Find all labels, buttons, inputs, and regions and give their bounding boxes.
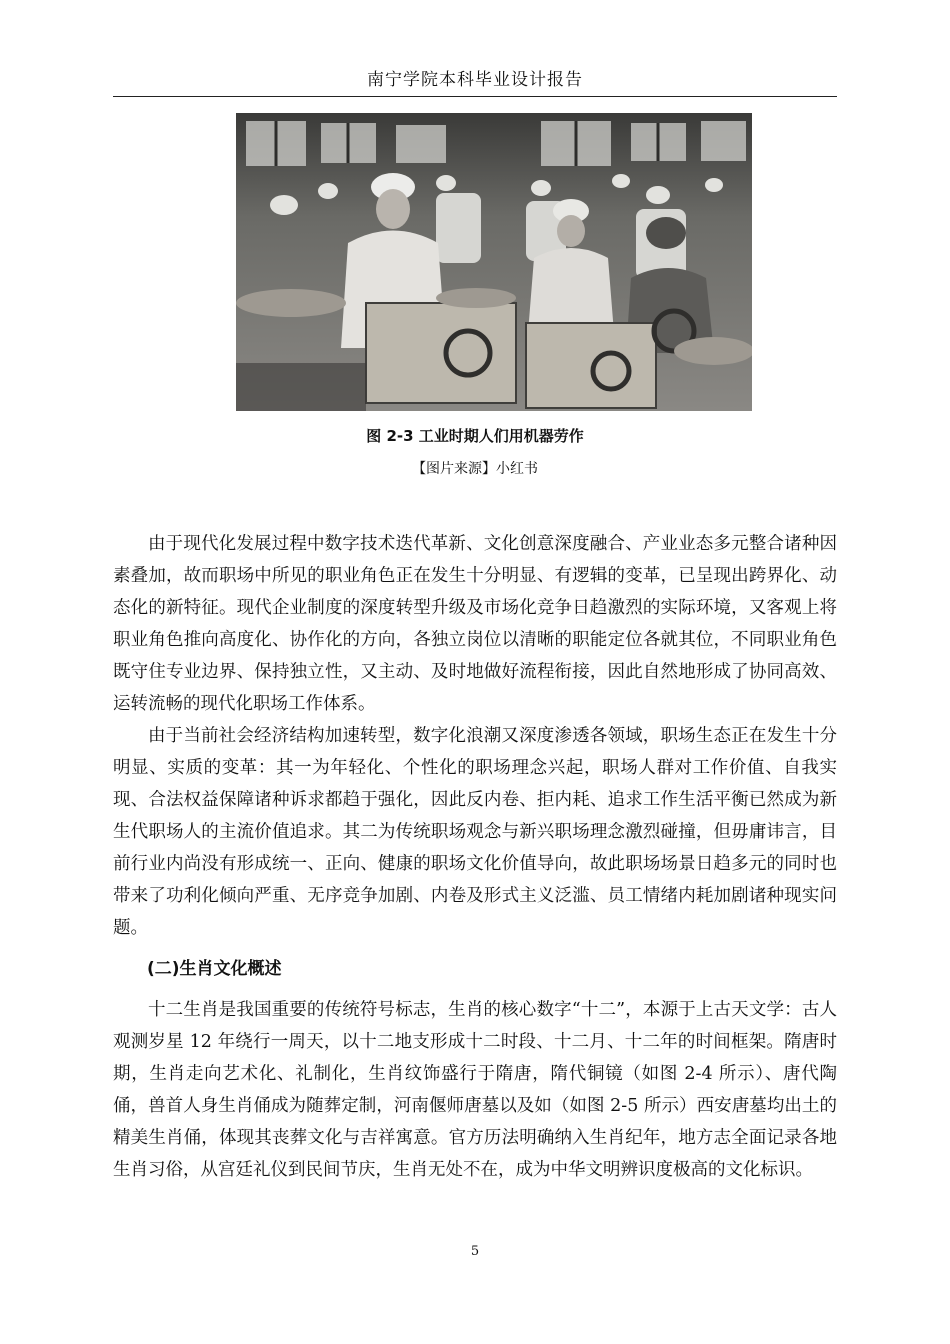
- body-text: [113, 528, 837, 1186]
- figure-source: 【图片来源】小红书: [412, 461, 538, 477]
- paragraph: 由于现代化发展过程中数字技术迭代革新、文化创意深度融合、产业业态多元整合诸种因素叠加，故而职场中所见的职业角色正在发生十分明显、有逻辑的变革，已呈现出跨界化、动态化的新特征。现代企业制度的深度转型升级及市场化竞争日趋激烈的实际环境，又客观上将职业角色推向高度化、协作化的方向，各独立岗位以清晰的职能定位各就其位，不同职业角色既守住专业边界、保持独立性，又主动、及时地做好流程衔接，因此自然地形成了协同高效、运转流畅的现代化职场工作体系。: [113, 534, 837, 714]
- header-title: 南宁学院本科毕业设计报告: [367, 70, 583, 90]
- paragraph: 由于当前社会经济结构加速转型，数字化浪潮又深度渗透各领域，职场生态正在发生十分明显、实质的变革：其一为年轻化、个性化的职场理念兴起，职场人群对工作价值、自我实现、合法权益保障诸种诉求都趋于强化，因此反内卷、拒内耗、追求工作生活平衡已然成为新生代职场人的主流价值追求。其二为传统职场观念与新兴职场理念激烈碰撞，但毋庸讳言，目前行业内尚没有形成统一、正向、健康的职场文化价值导向，故此职场场景日趋多元的同时也带来了功利化倾向严重、无序竞争加剧、内卷及形式主义泛滥、员工情绪内耗加剧诸种现实问题。: [113, 726, 837, 938]
- section-heading: (二)生肖文化概述: [147, 959, 282, 979]
- page-number: 5: [470, 1244, 480, 1259]
- page-header: [113, 66, 837, 97]
- figure-caption: 图 2-3 工业时期人们用机器劳作: [366, 427, 584, 445]
- factory-workers-photo: [236, 113, 752, 411]
- paragraph: 十二生肖是我国重要的传统符号标志，生肖的核心数字“十二”，本源于上古天文学：古人观测岁星 12 年绕行一周天，以十二地支形成十二时段、十二月、十二年的时间框架。隋唐时期，生肖走向艺术化、礼制化，生肖纹饰盛行于隋唐，隋代铜镜（如图 2-4 所示）、唐代陶俑，兽首人身生肖俑成为随葬定制，河南偃师唐墓以及如（如图 2-5 所示）西安唐墓均出土的精美生肖俑，体现其丧葬文化与吉祥寓意。官方历法明确纳入生肖纪年，地方志全面记录各地生肖习俗，从宫廷礼仪到民间节庆，生肖无处不在，成为中华文明辨识度极高的文化标识。: [113, 1000, 837, 1180]
